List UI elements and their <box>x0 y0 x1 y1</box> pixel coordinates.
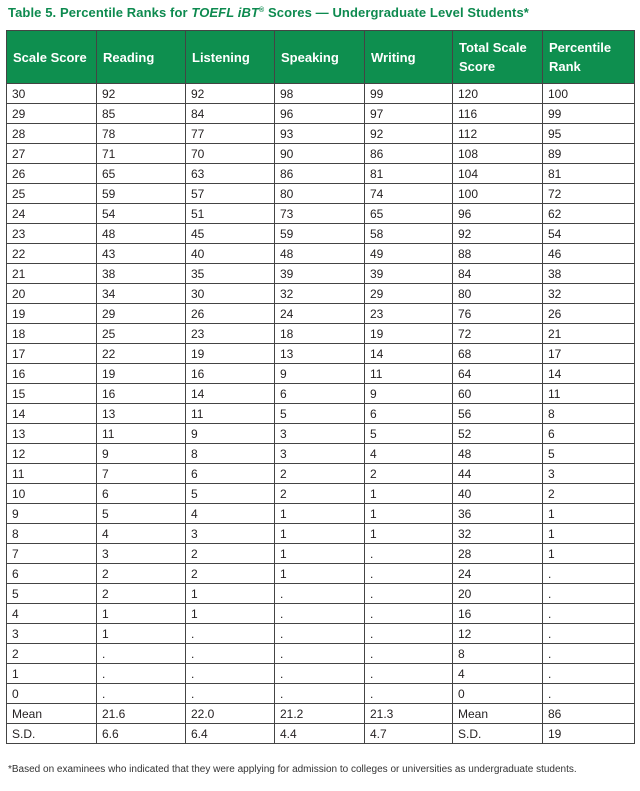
table-cell: . <box>186 644 275 664</box>
table-cell: . <box>543 604 635 624</box>
table-row <box>7 564 635 584</box>
table-row <box>7 364 635 384</box>
table-cell: 0 <box>453 684 543 704</box>
table-cell: 5 <box>543 444 635 464</box>
table-row <box>7 344 635 364</box>
table-cell: 76 <box>453 304 543 324</box>
table-cell: 1 <box>186 604 275 624</box>
table-cell: 120 <box>453 84 543 104</box>
table-cell: . <box>186 664 275 684</box>
table-cell: 1 <box>543 504 635 524</box>
table-cell: 21.2 <box>275 704 365 724</box>
table-cell: 21.3 <box>365 704 453 724</box>
table-cell: 1 <box>97 624 186 644</box>
table-cell: 9 <box>365 384 453 404</box>
table-cell: . <box>365 644 453 664</box>
table-cell: 86 <box>365 144 453 164</box>
table-cell: 68 <box>453 344 543 364</box>
table-cell: 18 <box>275 324 365 344</box>
table-cell: 2 <box>365 464 453 484</box>
table-cell: . <box>275 584 365 604</box>
table-cell: 99 <box>543 104 635 124</box>
table-cell: 18 <box>7 324 97 344</box>
table-cell: 11 <box>7 464 97 484</box>
table-cell: 30 <box>186 284 275 304</box>
table-cell: 32 <box>453 524 543 544</box>
table-cell: 60 <box>453 384 543 404</box>
table-cell: 5 <box>275 404 365 424</box>
table-title <box>8 5 529 20</box>
table-row <box>7 124 635 144</box>
table-row <box>7 224 635 244</box>
table-cell: 92 <box>365 124 453 144</box>
table-cell: 1 <box>97 604 186 624</box>
table-cell: 46 <box>543 244 635 264</box>
table-cell: 4 <box>186 504 275 524</box>
table-cell: 3 <box>97 544 186 564</box>
table-cell: 21.6 <box>97 704 186 724</box>
table-cell: 116 <box>453 104 543 124</box>
table-cell: 25 <box>97 324 186 344</box>
table-row <box>7 304 635 324</box>
table-cell: 7 <box>97 464 186 484</box>
table-cell: 4.4 <box>275 724 365 744</box>
table-cell: 5 <box>7 584 97 604</box>
table-cell: 3 <box>7 624 97 644</box>
table-cell: 19 <box>97 364 186 384</box>
table-cell: 21 <box>543 324 635 344</box>
table-cell: . <box>97 684 186 704</box>
table-cell: 92 <box>97 84 186 104</box>
table-cell: . <box>365 604 453 624</box>
table-cell: 45 <box>186 224 275 244</box>
table-cell: 5 <box>97 504 186 524</box>
table-cell: 26 <box>186 304 275 324</box>
table-cell: S.D. <box>453 724 543 744</box>
table-cell: 6.6 <box>97 724 186 744</box>
table-row <box>7 724 635 744</box>
table-cell: 8 <box>7 524 97 544</box>
table-cell: 85 <box>97 104 186 124</box>
table-cell: 1 <box>186 584 275 604</box>
table-row <box>7 484 635 504</box>
table-row <box>7 104 635 124</box>
table-cell: . <box>186 684 275 704</box>
table-cell: 81 <box>543 164 635 184</box>
table-row <box>7 704 635 724</box>
table-cell: 71 <box>97 144 186 164</box>
column-header: Total Scale Score <box>453 31 543 84</box>
table-cell: . <box>365 664 453 684</box>
table-cell: 24 <box>275 304 365 324</box>
table-cell: 2 <box>543 484 635 504</box>
table-cell: 22 <box>97 344 186 364</box>
table-cell: 2 <box>186 544 275 564</box>
table-row <box>7 664 635 684</box>
title-italic: TOEFL iBT <box>191 5 259 20</box>
table-cell: 44 <box>453 464 543 484</box>
table-row <box>7 244 635 264</box>
table-cell: 4 <box>7 604 97 624</box>
table-cell: 16 <box>7 364 97 384</box>
table-cell: 1 <box>7 664 97 684</box>
column-header: Scale Score <box>7 31 97 84</box>
table-cell: 2 <box>97 564 186 584</box>
table-row <box>7 504 635 524</box>
table-cell: 98 <box>275 84 365 104</box>
table-cell: 1 <box>365 484 453 504</box>
table-cell: 54 <box>543 224 635 244</box>
table-cell: . <box>543 624 635 644</box>
title-registered-mark: ® <box>258 7 265 14</box>
table-cell: 25 <box>7 184 97 204</box>
table-cell: 78 <box>97 124 186 144</box>
table-cell: 58 <box>365 224 453 244</box>
table-cell: . <box>365 584 453 604</box>
table-cell: . <box>186 624 275 644</box>
table-cell: 40 <box>453 484 543 504</box>
table-cell: 59 <box>275 224 365 244</box>
table-cell: 35 <box>186 264 275 284</box>
table-cell: 10 <box>7 484 97 504</box>
table-row <box>7 524 635 544</box>
table-cell: . <box>365 624 453 644</box>
table-cell: 39 <box>365 264 453 284</box>
table-cell: 28 <box>453 544 543 564</box>
table-cell: 13 <box>97 404 186 424</box>
table-cell: 38 <box>97 264 186 284</box>
table-cell: 3 <box>275 444 365 464</box>
table-cell: 1 <box>275 504 365 524</box>
table-cell: 104 <box>453 164 543 184</box>
column-header: Percentile Rank <box>543 31 635 84</box>
table-cell: 34 <box>97 284 186 304</box>
table-row <box>7 624 635 644</box>
table-row <box>7 444 635 464</box>
table-cell: . <box>543 644 635 664</box>
table-cell: 23 <box>7 224 97 244</box>
table-cell: 96 <box>275 104 365 124</box>
table-cell: 6 <box>186 464 275 484</box>
table-body <box>7 84 635 744</box>
table-cell: 1 <box>365 524 453 544</box>
table-cell: . <box>365 564 453 584</box>
table-row <box>7 644 635 664</box>
table-cell: . <box>275 684 365 704</box>
table-cell: 93 <box>275 124 365 144</box>
table-cell: 63 <box>186 164 275 184</box>
footnote: *Based on examinees who indicated that they were applying for admission to colleges or universities as undergraduate students. <box>8 764 577 775</box>
table-cell: 16 <box>186 364 275 384</box>
table-cell: 14 <box>543 364 635 384</box>
table-cell: 13 <box>275 344 365 364</box>
table-row <box>7 204 635 224</box>
table-cell: 48 <box>275 244 365 264</box>
table-cell: . <box>543 684 635 704</box>
table-cell: . <box>275 604 365 624</box>
table-cell: 80 <box>275 184 365 204</box>
table-cell: 21 <box>7 264 97 284</box>
table-cell: . <box>365 544 453 564</box>
table-cell: 38 <box>543 264 635 284</box>
table-cell: 2 <box>186 564 275 584</box>
table-cell: 17 <box>543 344 635 364</box>
table-cell: 6 <box>543 424 635 444</box>
table-cell: 14 <box>186 384 275 404</box>
table-cell: 1 <box>275 544 365 564</box>
table-cell: 19 <box>543 724 635 744</box>
table-cell: 3 <box>543 464 635 484</box>
table-cell: 92 <box>186 84 275 104</box>
table-cell: 2 <box>7 644 97 664</box>
table-cell: 88 <box>453 244 543 264</box>
table-cell: 19 <box>365 324 453 344</box>
table-cell: 73 <box>275 204 365 224</box>
table-row <box>7 284 635 304</box>
table-cell: 100 <box>543 84 635 104</box>
table-cell: 26 <box>7 164 97 184</box>
table-cell: 3 <box>186 524 275 544</box>
table-cell: . <box>275 624 365 644</box>
table-cell: 14 <box>7 404 97 424</box>
table-cell: 6 <box>7 564 97 584</box>
table-cell: 23 <box>186 324 275 344</box>
table-cell: 84 <box>453 264 543 284</box>
table-cell: Mean <box>453 704 543 724</box>
table-cell: 16 <box>453 604 543 624</box>
table-cell: 9 <box>7 504 97 524</box>
table-row <box>7 544 635 564</box>
table-cell: 17 <box>7 344 97 364</box>
table-cell: . <box>543 564 635 584</box>
table-cell: 22 <box>7 244 97 264</box>
table-cell: 19 <box>7 304 97 324</box>
table-cell: 72 <box>453 324 543 344</box>
table-row <box>7 144 635 164</box>
table-cell: 43 <box>97 244 186 264</box>
table-cell: 95 <box>543 124 635 144</box>
table-cell: 4.7 <box>365 724 453 744</box>
table-cell: 59 <box>97 184 186 204</box>
table-cell: 51 <box>186 204 275 224</box>
table-cell: 57 <box>186 184 275 204</box>
column-header: Listening <box>186 31 275 84</box>
table-cell: Mean <box>7 704 97 724</box>
table-cell: . <box>97 644 186 664</box>
table-cell: 36 <box>453 504 543 524</box>
table-cell: 1 <box>543 544 635 564</box>
table-row <box>7 184 635 204</box>
table-cell: . <box>97 664 186 684</box>
table-cell: 100 <box>453 184 543 204</box>
table-cell: 16 <box>97 384 186 404</box>
table-row <box>7 604 635 624</box>
table-cell: 12 <box>7 444 97 464</box>
table-cell: 90 <box>275 144 365 164</box>
table-cell: S.D. <box>7 724 97 744</box>
table-row <box>7 464 635 484</box>
table-cell: . <box>365 684 453 704</box>
table-cell: 92 <box>453 224 543 244</box>
table-cell: 84 <box>186 104 275 124</box>
table-cell: 24 <box>7 204 97 224</box>
table-cell: 20 <box>7 284 97 304</box>
table-cell: 2 <box>275 484 365 504</box>
title-prefix: Table 5. Percentile Ranks for <box>8 5 192 20</box>
table-cell: 29 <box>365 284 453 304</box>
table-cell: 6 <box>365 404 453 424</box>
table-cell: 81 <box>365 164 453 184</box>
table-cell: 48 <box>97 224 186 244</box>
table-cell: 32 <box>543 284 635 304</box>
table-cell: 74 <box>365 184 453 204</box>
table-cell: 112 <box>453 124 543 144</box>
column-header: Speaking <box>275 31 365 84</box>
table-cell: 40 <box>186 244 275 264</box>
table-cell: 8 <box>453 644 543 664</box>
table-cell: 26 <box>543 304 635 324</box>
table-cell: 24 <box>453 564 543 584</box>
table-cell: 65 <box>365 204 453 224</box>
table-cell: 9 <box>97 444 186 464</box>
table-cell: 9 <box>186 424 275 444</box>
percentile-rank-table <box>6 30 635 744</box>
table-cell: 65 <box>97 164 186 184</box>
table-cell: 20 <box>453 584 543 604</box>
table-cell: 19 <box>186 344 275 364</box>
table-cell: 96 <box>453 204 543 224</box>
table-cell: 4 <box>97 524 186 544</box>
table-row <box>7 384 635 404</box>
table-cell: 29 <box>7 104 97 124</box>
table-cell: 56 <box>453 404 543 424</box>
title-suffix: Scores — Undergraduate Level Students* <box>264 5 529 20</box>
table-cell: 22.0 <box>186 704 275 724</box>
table-cell: 1 <box>275 564 365 584</box>
table-cell: 27 <box>7 144 97 164</box>
table-row <box>7 584 635 604</box>
table-cell: 64 <box>453 364 543 384</box>
table-row <box>7 404 635 424</box>
table-cell: 62 <box>543 204 635 224</box>
table-row <box>7 164 635 184</box>
table-cell: 8 <box>186 444 275 464</box>
table-cell: 80 <box>453 284 543 304</box>
table-cell: 2 <box>275 464 365 484</box>
table-cell: . <box>543 584 635 604</box>
table-row <box>7 684 635 704</box>
table-cell: 8 <box>543 404 635 424</box>
table-cell: 29 <box>97 304 186 324</box>
table-cell: 5 <box>365 424 453 444</box>
table-header <box>7 31 635 84</box>
table-cell: 49 <box>365 244 453 264</box>
table-cell: 7 <box>7 544 97 564</box>
table-row <box>7 264 635 284</box>
table-cell: 86 <box>543 704 635 724</box>
table-cell: 52 <box>453 424 543 444</box>
table-cell: 6 <box>275 384 365 404</box>
table-cell: 13 <box>7 424 97 444</box>
table-cell: 3 <box>275 424 365 444</box>
table-cell: 32 <box>275 284 365 304</box>
table-cell: 12 <box>453 624 543 644</box>
table-cell: 11 <box>186 404 275 424</box>
table-row <box>7 84 635 104</box>
table-cell: 70 <box>186 144 275 164</box>
table-cell: 11 <box>365 364 453 384</box>
table-row <box>7 424 635 444</box>
table-cell: . <box>275 644 365 664</box>
table-cell: 1 <box>543 524 635 544</box>
table-cell: 48 <box>453 444 543 464</box>
table-cell: 97 <box>365 104 453 124</box>
table-cell: 4 <box>453 664 543 684</box>
header-row <box>7 31 635 84</box>
table-cell: 1 <box>365 504 453 524</box>
column-header: Writing <box>365 31 453 84</box>
table-cell: 86 <box>275 164 365 184</box>
table-cell: 77 <box>186 124 275 144</box>
table-cell: 39 <box>275 264 365 284</box>
table-cell: 6 <box>97 484 186 504</box>
table-cell: 11 <box>97 424 186 444</box>
table-cell: 108 <box>453 144 543 164</box>
table-cell: 2 <box>97 584 186 604</box>
table-cell: 99 <box>365 84 453 104</box>
table-cell: 11 <box>543 384 635 404</box>
table-cell: 28 <box>7 124 97 144</box>
table-cell: 6.4 <box>186 724 275 744</box>
table-cell: 5 <box>186 484 275 504</box>
table-row <box>7 324 635 344</box>
table-cell: 0 <box>7 684 97 704</box>
table-cell: 1 <box>275 524 365 544</box>
column-header: Reading <box>97 31 186 84</box>
table-cell: 23 <box>365 304 453 324</box>
table-cell: 72 <box>543 184 635 204</box>
table-cell: 14 <box>365 344 453 364</box>
table-cell: . <box>275 664 365 684</box>
table-cell: . <box>543 664 635 684</box>
table-cell: 30 <box>7 84 97 104</box>
table-cell: 15 <box>7 384 97 404</box>
table-cell: 9 <box>275 364 365 384</box>
table-cell: 89 <box>543 144 635 164</box>
table-cell: 4 <box>365 444 453 464</box>
table-cell: 54 <box>97 204 186 224</box>
